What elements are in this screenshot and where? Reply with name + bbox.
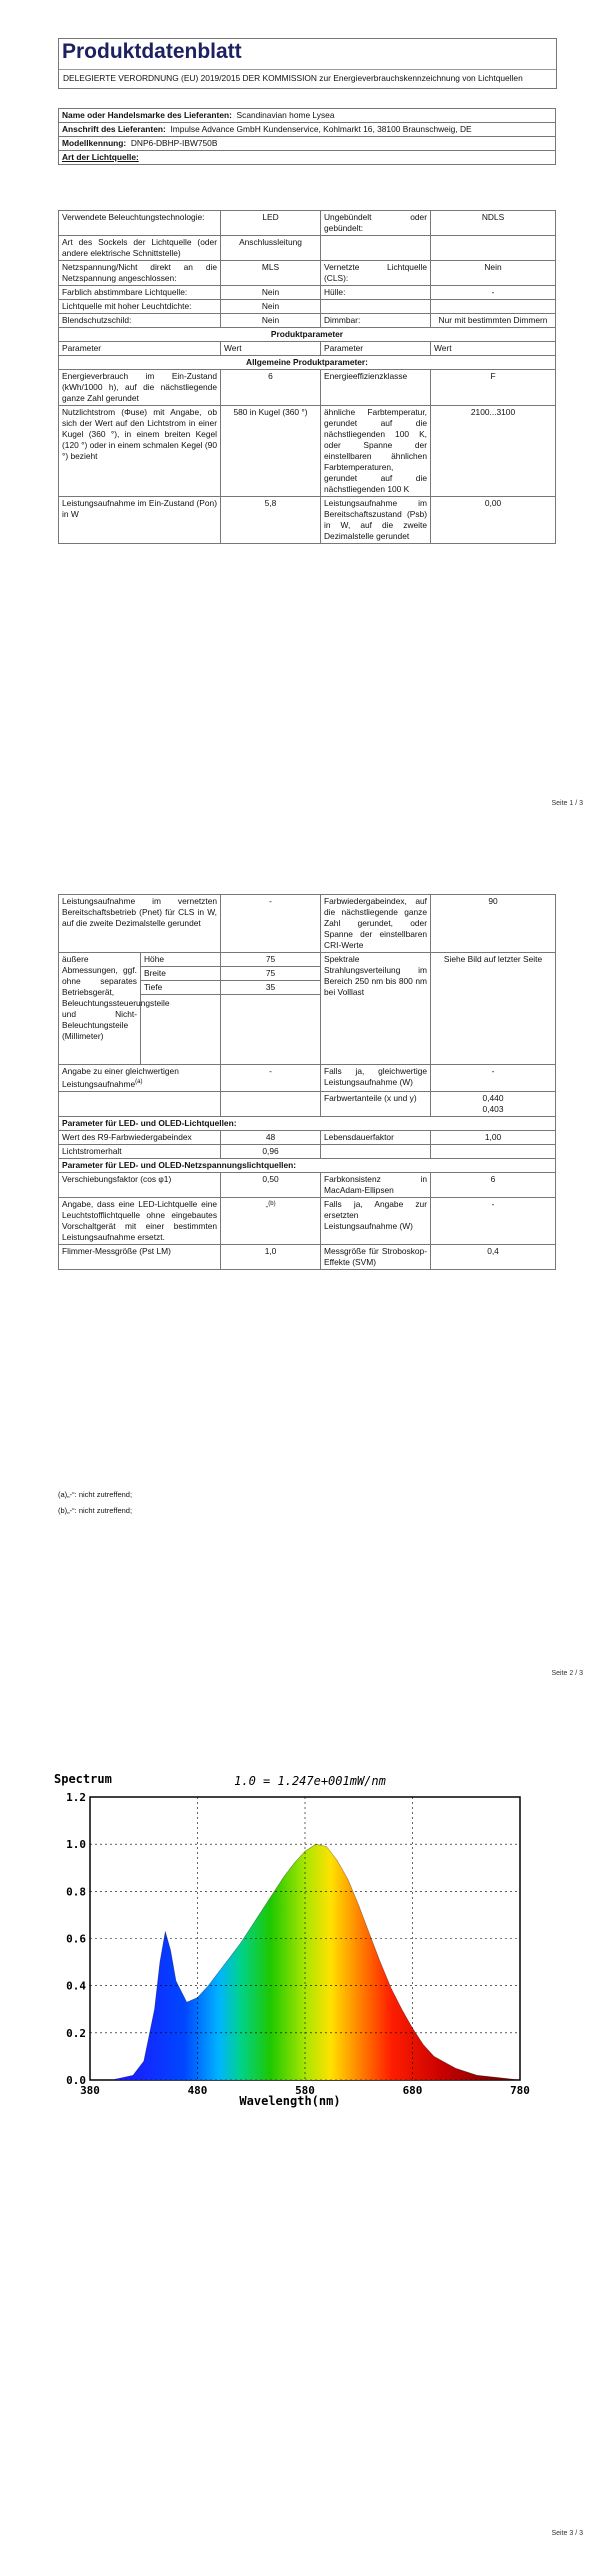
model-label: Modellkennung: — [62, 138, 127, 148]
model-value: DNP6-DBHP-IBW750B — [130, 138, 218, 148]
ls-label: Dimmbar: — [321, 314, 431, 328]
param-row — [59, 1091, 556, 1116]
dims-label: äußere Abmessungen, ggf. ohne separates Betriebsgerät, Beleuchtungssteuerungsteile und Nicht-Beleuchtungsteile (Millimeter) — [59, 953, 141, 1065]
param-value: 2100...3100 — [431, 406, 556, 497]
ls-value — [431, 236, 556, 261]
param-label: ähnliche Farbtemperatur, gerundet auf die nächstliegenden 100 K, oder Spanne der einstellbaren ähnlichen Farbtemperaturen, gerundet auf die nächstliegenden 100 K — [321, 406, 431, 497]
product-params-heading: Produktparameter — [59, 328, 556, 342]
param-row — [59, 895, 556, 953]
light-source-heading: Art der Lichtquelle: — [59, 151, 556, 165]
spectrum-chart — [50, 1765, 550, 2135]
ls-label: Ungebündelt oder gebündelt: — [321, 211, 431, 236]
ls-label: Farblich abstimmbare Lichtquelle: — [59, 286, 221, 300]
x-tick-label: 780 — [510, 2084, 530, 2097]
y-tick-label: 1.0 — [66, 1838, 86, 1852]
ls-value: LED — [221, 211, 321, 236]
strobo-label: Messgröße für Stroboskop-Effekte (SVM) — [321, 1244, 431, 1269]
col-header-param: Parameter — [321, 342, 431, 356]
param-row — [59, 1172, 556, 1197]
ls-value: NDLS — [431, 211, 556, 236]
falls2-label: Falls ja, Angabe zur ersetzten Leistungsaufnahme (W) — [321, 1197, 431, 1244]
chart-title: Spectrum — [54, 1772, 112, 1786]
param-label: Energieverbrauch im Ein-Zustand (kWh/1000 h), auf die nächstliegende ganze Zahl gerundet — [59, 370, 221, 406]
ls-row — [59, 286, 556, 300]
ls-row — [59, 236, 556, 261]
y-tick-label: 0.8 — [66, 1885, 86, 1899]
param-value: 0,00 — [431, 497, 556, 544]
param-label: Nutzlichtstrom (Φuse) mit Angabe, ob sich der Wert auf den Lichtstrom in einer Kugel (360 °), in einem breiten Kegel (120 °) oder in einem schmalen Kegel (90 °) bezieht — [59, 406, 221, 497]
param-row — [59, 497, 556, 544]
param-row — [59, 370, 556, 406]
claim-label: Angabe, dass eine LED-Lichtquelle eine Leuchtstofflichtquelle ohne eingebautes Vorschaltgerät mit einer bestimmten Leistungsaufnahme ersetzt. — [59, 1197, 221, 1244]
y-tick-label: 0.6 — [66, 1932, 86, 1946]
ls-label: Lichtquelle mit hoher Leuchtdichte: — [59, 300, 221, 314]
mac-value: 6 — [431, 1172, 556, 1197]
document-title: Produktdatenblatt — [62, 40, 242, 63]
x-tick-label: 380 — [80, 2084, 100, 2097]
flicker-value: 1,0 — [221, 1244, 321, 1269]
ls-label: Netzspannung/Nicht direkt an die Netzspannung angeschlossen: — [59, 261, 221, 286]
chroma-x: 0,440 — [482, 1092, 504, 1103]
param-row — [59, 1144, 556, 1158]
spectrum-svg — [50, 1765, 550, 2135]
dim-value: 75 — [221, 953, 321, 967]
chroma-label: Farbwertanteile (x und y) — [321, 1091, 431, 1116]
supplier-table — [58, 108, 556, 165]
chart-annotation: 1.0 = 1.247e+001mW/nm — [234, 1774, 386, 1788]
maint-label: Lichtstromerhalt — [59, 1144, 221, 1158]
equiv-label — [59, 1065, 221, 1092]
param-row — [59, 406, 556, 497]
regulation-text: DELEGIERTE VERORDNUNG (EU) 2019/2015 DER KOMMISSION zur Energieverbrauchskennzeichnung von Lichtquellen — [59, 69, 556, 88]
supplier-name-label: Name oder Handelsmarke des Lieferanten: — [62, 110, 232, 120]
ls-value — [431, 300, 556, 314]
ls-value: Nur mit bestimmten Dimmern — [431, 314, 556, 328]
falls1-value: - — [431, 1065, 556, 1092]
led-params-heading: Parameter für LED- und OLED-Lichtquellen: — [59, 1116, 556, 1130]
page-1 — [0, 0, 603, 835]
r9-label: Wert des R9-Farbwiedergabeindex — [59, 1130, 221, 1144]
param-label: Leistungsaufnahme im Ein-Zustand (Pon) in W — [59, 497, 221, 544]
falls2-value: - — [431, 1197, 556, 1244]
dims-row — [59, 953, 556, 967]
param-row — [59, 1065, 556, 1092]
mains-params-heading: Parameter für LED- und OLED-Netzspannungslichtquellen: — [59, 1158, 556, 1172]
ls-value: Anschlussleitung — [221, 236, 321, 261]
ls-row — [59, 300, 556, 314]
supplier-name-row — [59, 109, 556, 123]
ls-label: Art des Sockels der Lichtquelle (oder andere elektrische Schnittstelle) — [59, 236, 221, 261]
model-row — [59, 137, 556, 151]
y-tick-label: 1.2 — [66, 1791, 86, 1804]
life-label: Lebensdauerfaktor — [321, 1130, 431, 1144]
col-header-param: Parameter — [59, 342, 221, 356]
claim-value — [221, 1197, 321, 1244]
ls-label: Verwendete Beleuchtungstechnologie: — [59, 211, 221, 236]
dim-value: 75 — [221, 967, 321, 981]
chroma-y: 0,403 — [482, 1103, 504, 1114]
dim-key: Breite — [141, 967, 221, 981]
param-row — [59, 1197, 556, 1244]
ls-label: Vernetzte Lichtquelle (CLS): — [321, 261, 431, 286]
ls-value: MLS — [221, 261, 321, 286]
param-value: 580 in Kugel (360 °) — [221, 406, 321, 497]
y-tick-label: 0.4 — [66, 1979, 86, 1993]
cri-value: 90 — [431, 895, 556, 953]
footnote-a: (a)„-“: nicht zutreffend; — [58, 1490, 133, 1499]
life-value: 1,00 — [431, 1130, 556, 1144]
equiv-label-text: Angabe zu einer gleichwertigen Leistungsaufnahme — [62, 1066, 179, 1089]
footnote-b: (b)„-“: nicht zutreffend; — [58, 1506, 133, 1515]
pnet-value: - — [221, 895, 321, 953]
ls-value: Nein — [431, 261, 556, 286]
ls-value: Nein — [221, 286, 321, 300]
mac-label: Farbkonsistenz in MacAdam-Ellipsen — [321, 1172, 431, 1197]
maint-value: 0,96 — [221, 1144, 321, 1158]
chart-xlabel: Wavelength(nm) — [239, 2094, 341, 2108]
spectral-label: Spektrale Strahlungsverteilung im Bereich 250 nm bis 800 nm bei Volllast — [321, 953, 431, 1065]
col-header-value: Wert — [431, 342, 556, 356]
col-header-value: Wert — [221, 342, 321, 356]
param-value: F — [431, 370, 556, 406]
page2-table — [58, 894, 556, 1270]
page-number: Seite 2 / 3 — [551, 1670, 583, 1677]
cri-label: Farbwiedergabeindex, auf die nächstliegende ganze Zahl gerundet, oder Spanne der einstellbaren CRI-Werte — [321, 895, 431, 953]
param-label: Energieeffizienzklasse — [321, 370, 431, 406]
supplier-address-label: Anschrift des Lieferanten: — [62, 124, 166, 134]
spectral-value: Siehe Bild auf letzter Seite — [431, 953, 556, 1065]
pnet-label: Leistungsaufnahme im vernetzten Bereitschaftsbetrieb (Pnet) für CLS in W, auf die zweite Dezimalstelle gerundet — [59, 895, 221, 953]
x-tick-label: 680 — [402, 2084, 423, 2097]
page-number: Seite 3 / 3 — [551, 2530, 583, 2537]
param-row — [59, 1130, 556, 1144]
dim-key: Höhe — [141, 953, 221, 967]
param-value: 6 — [221, 370, 321, 406]
chroma-value — [431, 1091, 556, 1116]
phi-value: 0,50 — [221, 1172, 321, 1197]
ls-value: Nein — [221, 314, 321, 328]
ls-value: - — [431, 286, 556, 300]
flicker-label: Flimmer-Messgröße (Pst LM) — [59, 1244, 221, 1269]
ls-label: Blendschutzschild: — [59, 314, 221, 328]
claim-value-text: - — [265, 1200, 269, 1211]
ls-label — [321, 300, 431, 314]
supplier-name-value: Scandinavian home Lysea — [236, 110, 335, 120]
param-value: 5,8 — [221, 497, 321, 544]
ls-value: Nein — [221, 300, 321, 314]
x-tick-label: 480 — [187, 2084, 208, 2097]
equiv-value: - — [221, 1065, 321, 1092]
param-label: Leistungsaufnahme im Bereitschaftszustand (Psb) in W, auf die zweite Dezimalstelle gerundet — [321, 497, 431, 544]
ls-label: Hülle: — [321, 286, 431, 300]
page-2 — [0, 880, 603, 1700]
equiv-sup: (a) — [135, 1079, 143, 1085]
falls1-label: Falls ja, gleichwertige Leistungsaufnahme (W) — [321, 1065, 431, 1092]
y-tick-label: 0.0 — [66, 2074, 86, 2087]
ls-row — [59, 314, 556, 328]
y-tick-label: 0.2 — [66, 2026, 86, 2040]
strobo-value: 0,4 — [431, 1244, 556, 1269]
ls-row — [59, 211, 556, 236]
supplier-address-row — [59, 123, 556, 137]
phi-label: Verschiebungsfaktor (cos φ1) — [59, 1172, 221, 1197]
supplier-address-value: Impulse Advance GmbH Kundenservice, Kohlmarkt 16, 38100 Braunschweig, DE — [170, 124, 472, 134]
x-tick-label: 580 — [295, 2084, 315, 2097]
dim-key: Tiefe — [141, 981, 221, 995]
page-number: Seite 1 / 3 — [551, 800, 583, 807]
dim-value: 35 — [221, 981, 321, 995]
light-source-table — [58, 210, 556, 544]
claim-sup: (b) — [268, 1200, 276, 1207]
params-header-row — [59, 342, 556, 356]
general-params-heading: Allgemeine Produktparameter: — [59, 356, 556, 370]
r9-value: 48 — [221, 1130, 321, 1144]
param-row — [59, 1244, 556, 1269]
ls-row — [59, 261, 556, 286]
ls-label — [321, 236, 431, 261]
